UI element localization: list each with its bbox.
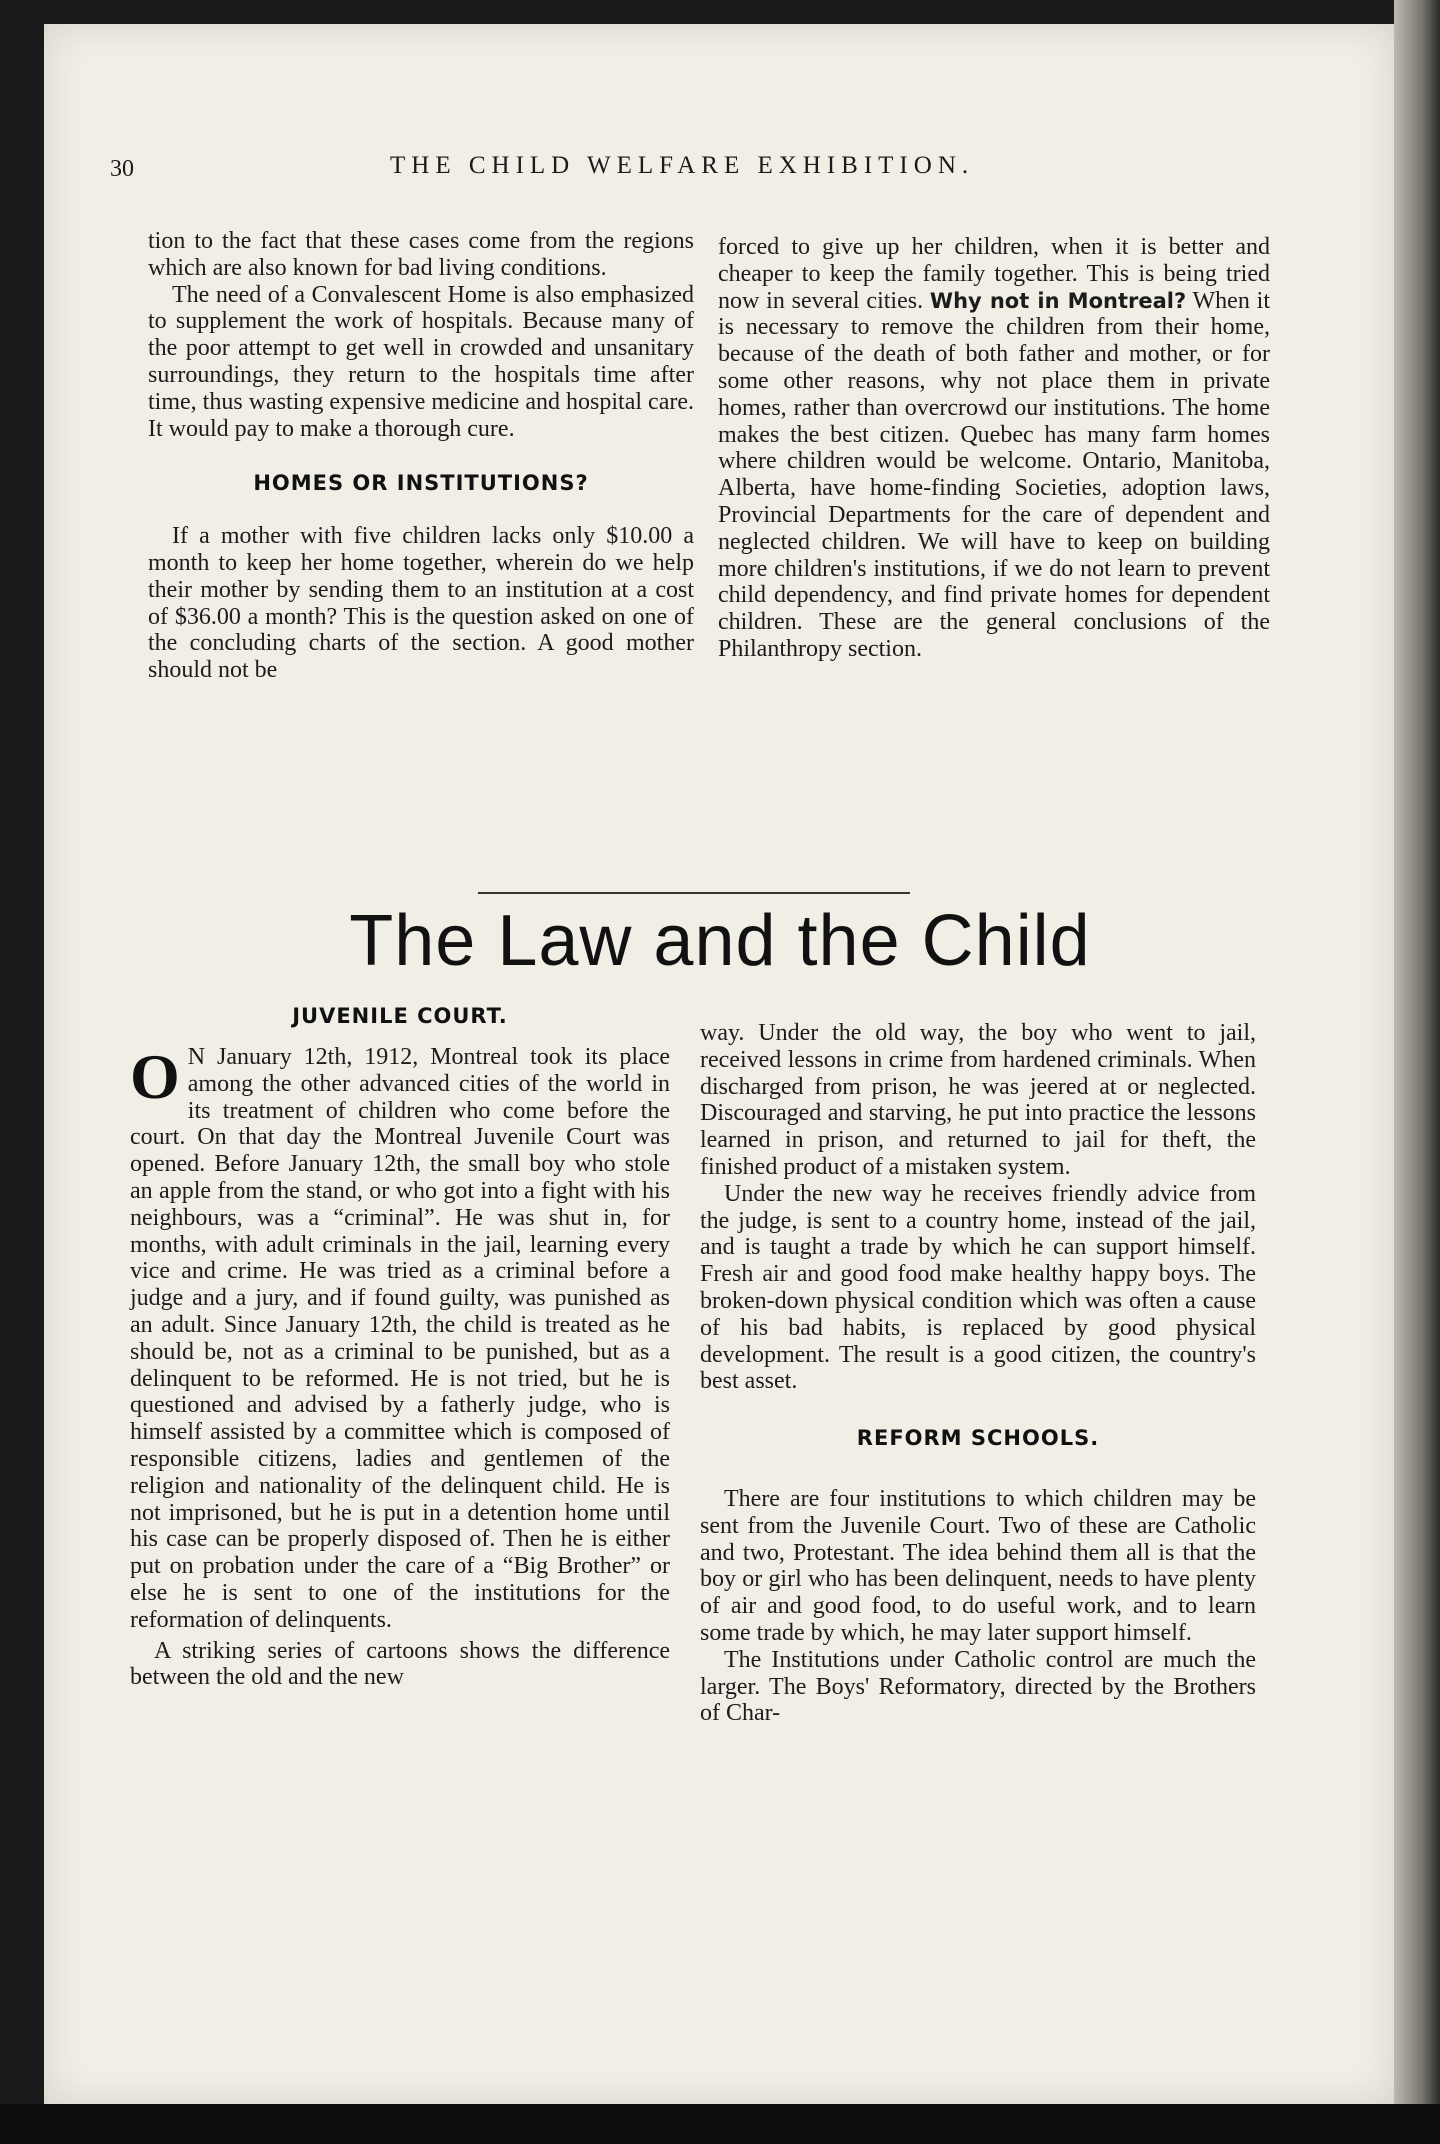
paragraph: way. Under the old way, the boy who went to jail, received lessons in crime from hardened criminals. When discharged from prison, he was jeered at or neglected. Discouraged and starving, he put into practice the lessons learned in prison, and returned to jail for theft, the finished product of a mistaken system. [700, 1020, 1256, 1180]
page-number: 30 [110, 156, 134, 182]
paragraph [718, 234, 1270, 663]
paragraph: If a mother with five children lacks only $10.00 a month to keep her home together, wherein do we help their mother by sending them to an institution at a cost of $36.00 a month? This is the question asked on one of the concluding charts of the section. A good mother should not be [148, 523, 694, 684]
text-run: forced to give up her children, when it is better and cheaper to keep the family together. This is being tried now in several cities. [718, 234, 1270, 314]
paragraph: There are four institutions to which children may be sent from the Juvenile Court. Two of these are Catholic and two, Protestant. The idea behind them all is that the boy or girl who has been delinquent, needs to have plenty of air and good food, to do useful work, and to learn some trade by which, he may later support himself. [700, 1485, 1256, 1646]
text-run: N January 12th, 1912, Montreal took its place among the other advanced cities of the world in its treatment of children who come before the court. On that day the Montreal Juvenile Court was opened. Before January 12th, the small boy who stole an apple from the stand, or who got into a fight with his neighbours, was a “criminal”. He was shut in, for months, with adult criminals in the jail, learning every vice and crime. He was tried as a criminal before a judge and a jury, and if found guilty, was punished as an adult. Since January 12th, the child is treated as he should be, not as a criminal to be punished, but as a delinquent to be reformed. He is not tried, but he is questioned and advised by a fatherly judge, who is himself assisted by a committee which is composed of responsible citizens, ladies and gentlemen of the religion and nationality of the delinquent child. He is not imprisoned, but he is put in a detention home until his case can be properly disposed of. Then he is either put on probation under the care of a “Big Brother” or else he is sent to one of the institutions for the reformation of delinquents. [130, 1044, 670, 1633]
column-top-right [718, 234, 1270, 663]
section-divider [478, 892, 910, 894]
column-bottom-right [700, 1020, 1256, 1727]
column-bottom-left [130, 1041, 670, 1691]
section-heading: REFORM SCHOOLS. [856, 1426, 1100, 1451]
scan-border [0, 2104, 1440, 2144]
running-title: THE CHILD WELFARE EXHIBITION. [390, 152, 975, 179]
drop-cap: O [130, 1041, 180, 1112]
paragraph: The need of a Convalescent Home is also emphasized to supplement the work of hospitals. Because many of the poor attempt to get well in crowded and unsanitary surroundings, they return to the hospitals time after time, thus wasting expensive medicine and hospital care. It would pay to make a thorough cure. [148, 281, 694, 442]
section-title: The Law and the Child [349, 901, 1091, 981]
bold-question: Why not in Montreal? [929, 288, 1187, 313]
text-run: When it is necessary to remove the children from their home, because of the death of both father and mother, or for some other reasons, why not place them in private homes, rather than overcrowd our institutions. The home makes the best citizen. Quebec has many farm homes where children would be welcome. Ontario, Manitoba, Alberta, have home-finding Societies, adoption laws, Provincial Departments for the care of dependent and neglected children. We will have to keep on building more children's institutions, if we do not learn to prevent child dependency, and find private homes for dependent children. These are the general conclusions of the Philanthropy section. [718, 287, 1270, 662]
book-edge [1394, 0, 1440, 2144]
paragraph: tion to the fact that these cases come from the regions which are also known for bad living conditions. [148, 228, 694, 281]
paragraph: Under the new way he receives friendly advice from the judge, is sent to a country home, instead of the jail, and is taught a trade by which he can support himself. Fresh air and good food make healthy happy boys. The broken-down physical condition which was often a cause of his bad habits, is replaced by good physical development. The result is a good citizen, the country's best asset. [700, 1180, 1256, 1395]
column-top-left [148, 228, 694, 684]
paragraph [130, 1041, 670, 1634]
paragraph: The Institutions under Catholic control are much the larger. The Boys' Reformatory, directed by the Brothers of Char- [700, 1646, 1256, 1727]
paragraph: A striking series of cartoons shows the difference between the old and the new [130, 1637, 670, 1691]
page-header [110, 152, 1030, 196]
subsection-heading: JUVENILE COURT. [292, 1004, 508, 1028]
section-heading: HOMES OR INSTITUTIONS? [253, 471, 589, 496]
